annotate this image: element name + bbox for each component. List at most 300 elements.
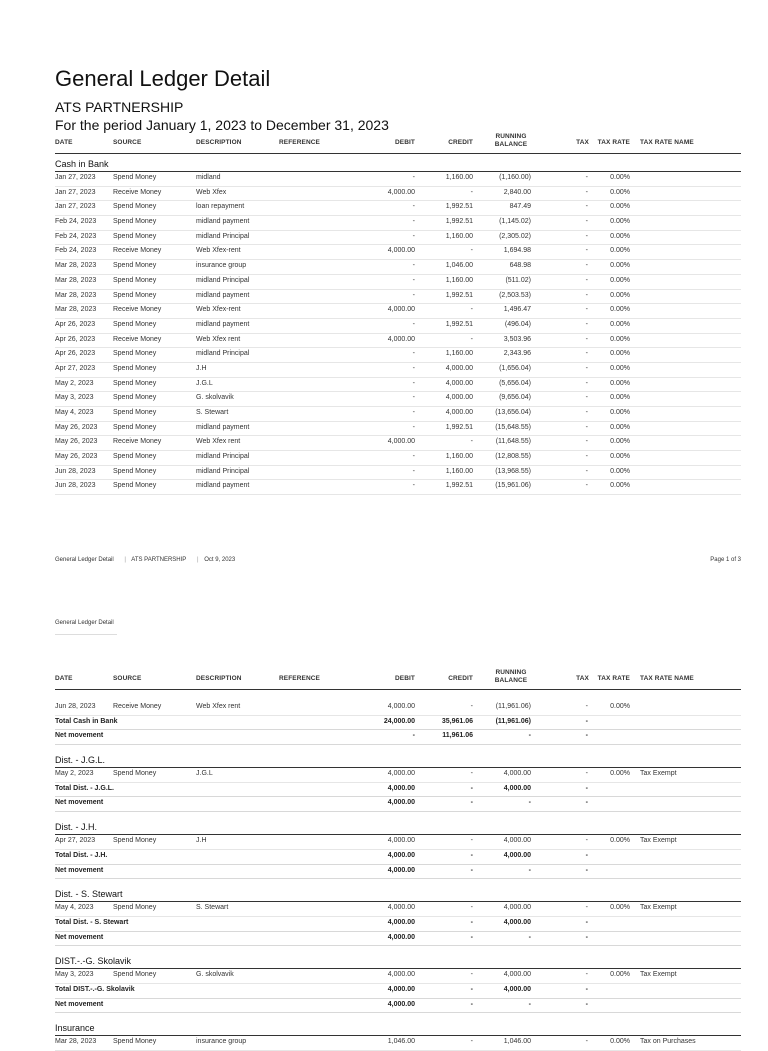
cell-tax-rate: 0.00% bbox=[610, 904, 630, 912]
cell-credit: - bbox=[470, 1000, 473, 1008]
footer-doc: General Ledger Detail bbox=[55, 557, 114, 563]
cell-running-balance: 4,000.00 bbox=[503, 837, 531, 845]
cell-date: Apr 27, 2023 bbox=[55, 837, 96, 845]
cell-date: May 4, 2023 bbox=[55, 904, 94, 912]
col-running-line2: BALANCE bbox=[494, 141, 528, 148]
cell-credit: - bbox=[470, 971, 473, 979]
cell-date: Apr 26, 2023 bbox=[55, 335, 96, 343]
cell-date: Jan 27, 2023 bbox=[55, 174, 96, 181]
cell-date: Jan 27, 2023 bbox=[55, 188, 96, 196]
cell-debit: 4,000.00 bbox=[387, 188, 415, 196]
cell-tax-rate: 0.00% bbox=[610, 394, 630, 402]
column-header-page2 bbox=[55, 669, 741, 690]
cell-tax: - bbox=[585, 423, 588, 431]
cell-date: Mar 28, 2023 bbox=[55, 1038, 97, 1046]
cell-debit: 4,000.00 bbox=[387, 904, 415, 912]
page-title: General Ledger Detail bbox=[55, 66, 271, 91]
cell-tax: - bbox=[585, 262, 588, 270]
cell-tax-rate-name: Tax on Purchases bbox=[640, 1038, 696, 1046]
cell-date: Total DIST.-.-G. Skolavik bbox=[55, 985, 135, 993]
cell-tax-rate: 0.00% bbox=[610, 482, 630, 490]
cell-running-balance: (13,968.55) bbox=[495, 467, 531, 475]
total-row bbox=[55, 865, 741, 880]
cell-source: Spend Money bbox=[113, 423, 157, 431]
cell-running-balance: (13,656.04) bbox=[495, 409, 531, 416]
cell-source: Receive Money bbox=[113, 438, 162, 446]
cell-running-balance: 4,000.00 bbox=[503, 784, 531, 792]
cell-debit: 24,000.00 bbox=[383, 717, 415, 725]
cell-tax: - bbox=[585, 335, 588, 343]
table-row bbox=[55, 701, 741, 716]
table-row bbox=[55, 245, 741, 260]
cell-tax: - bbox=[585, 918, 588, 926]
cell-tax: - bbox=[585, 482, 588, 490]
cell-description: G. skolvavik bbox=[196, 971, 234, 979]
col-date: DATE bbox=[55, 139, 73, 146]
cell-credit: 1,160.00 bbox=[445, 276, 473, 284]
cell-tax: - bbox=[585, 837, 588, 845]
cell-tax: - bbox=[585, 379, 588, 387]
cell-credit: - bbox=[470, 335, 473, 343]
cell-date: May 26, 2023 bbox=[55, 438, 98, 446]
col-description: DESCRIPTION bbox=[196, 139, 242, 146]
cell-tax: - bbox=[585, 784, 588, 792]
cell-source: Receive Money bbox=[113, 188, 162, 196]
cell-date: Feb 24, 2023 bbox=[55, 218, 97, 226]
cell-source: Spend Money bbox=[113, 350, 157, 358]
cell-credit: 35,961.06 bbox=[441, 717, 473, 725]
table-row bbox=[55, 451, 741, 466]
cell-date: May 3, 2023 bbox=[55, 971, 94, 979]
cell-running-balance: 4,000.00 bbox=[503, 904, 531, 912]
cell-debit: 4,000.00 bbox=[387, 866, 415, 874]
cell-tax: - bbox=[585, 866, 588, 874]
col-credit: CREDIT bbox=[448, 675, 473, 682]
section-title bbox=[55, 1019, 741, 1036]
cell-debit: 4,000.00 bbox=[387, 985, 415, 993]
cell-description: midland payment bbox=[196, 218, 250, 226]
cell-tax-rate: 0.00% bbox=[610, 320, 630, 328]
cell-date: Apr 27, 2023 bbox=[55, 364, 96, 372]
cell-debit: - bbox=[412, 409, 415, 416]
cell-credit: - bbox=[470, 770, 473, 778]
cell-tax: - bbox=[585, 203, 588, 211]
cell-debit: 4,000.00 bbox=[387, 306, 415, 314]
cell-tax: - bbox=[585, 467, 588, 475]
cell-credit: - bbox=[470, 918, 473, 926]
cell-running-balance: 4,000.00 bbox=[503, 770, 531, 778]
cell-date: Jun 28, 2023 bbox=[55, 467, 96, 475]
cell-running-balance: 4,000.00 bbox=[503, 971, 531, 979]
cell-tax: - bbox=[585, 291, 588, 299]
cell-description: J.H bbox=[196, 364, 207, 372]
total-row bbox=[55, 999, 741, 1014]
cell-tax: - bbox=[585, 971, 588, 979]
cell-credit: 11,961.06 bbox=[442, 732, 473, 740]
cell-credit: - bbox=[470, 1038, 473, 1046]
table-row bbox=[55, 187, 741, 202]
cell-credit: 1,160.00 bbox=[445, 350, 473, 358]
col-source: SOURCE bbox=[113, 675, 142, 682]
table-row bbox=[55, 216, 741, 231]
cell-running-balance: (1,656.04) bbox=[499, 364, 531, 372]
cell-source: Spend Money bbox=[113, 291, 157, 299]
cell-debit: - bbox=[412, 732, 415, 740]
cell-date: May 2, 2023 bbox=[55, 770, 94, 778]
section-title-text: Dist. - S. Stewart bbox=[55, 889, 123, 900]
cell-credit: 4,000.00 bbox=[445, 364, 473, 372]
cell-tax-rate: 0.00% bbox=[610, 364, 630, 372]
cell-tax: - bbox=[585, 320, 588, 328]
cell-tax: - bbox=[585, 276, 588, 284]
cell-debit: 4,000.00 bbox=[387, 335, 415, 343]
cell-tax: - bbox=[585, 453, 588, 461]
col-tax: TAX bbox=[576, 139, 589, 146]
table-row bbox=[55, 378, 741, 393]
cell-debit: - bbox=[412, 482, 415, 490]
cell-description: midland bbox=[196, 174, 221, 181]
cell-credit: 1,992.51 bbox=[445, 423, 473, 431]
page-footer bbox=[55, 557, 741, 563]
cell-tax: - bbox=[585, 218, 588, 226]
col-tax-rate-name: TAX RATE NAME bbox=[640, 139, 694, 146]
cell-date: Jun 28, 2023 bbox=[55, 703, 96, 710]
cell-source: Spend Money bbox=[113, 409, 157, 416]
cell-running-balance: (11,648.55) bbox=[495, 438, 531, 446]
table-row bbox=[55, 231, 741, 246]
cell-debit: - bbox=[412, 291, 415, 299]
col-tax-rate: TAX RATE bbox=[597, 139, 630, 146]
col-running-line2: BALANCE bbox=[494, 677, 528, 684]
cell-credit: 1,992.51 bbox=[445, 203, 473, 211]
cell-tax: - bbox=[585, 703, 588, 710]
cell-running-balance: (11,961.06) bbox=[495, 703, 531, 710]
cell-date: Mar 28, 2023 bbox=[55, 291, 97, 299]
cell-debit: - bbox=[412, 379, 415, 387]
cell-running-balance: (1,160.00) bbox=[499, 174, 531, 181]
cell-running-balance: 2,840.00 bbox=[503, 188, 531, 196]
cell-credit: 1,992.51 bbox=[445, 482, 473, 490]
cell-credit: - bbox=[470, 837, 473, 845]
total-row bbox=[55, 716, 741, 731]
cell-debit: 4,000.00 bbox=[387, 971, 415, 979]
footer-separator: | bbox=[124, 557, 126, 563]
cell-debit: 1,046.00 bbox=[387, 1038, 415, 1046]
table-row bbox=[55, 902, 741, 917]
cell-debit: 4,000.00 bbox=[387, 851, 415, 859]
cell-debit: 4,000.00 bbox=[387, 837, 415, 845]
cell-tax-rate: 0.00% bbox=[610, 247, 630, 255]
cell-description: G. skolvavik bbox=[196, 394, 234, 402]
cell-description: Web Xfex rent bbox=[196, 703, 241, 710]
cell-tax: - bbox=[585, 394, 588, 402]
table-row bbox=[55, 392, 741, 407]
cell-date: Net movement bbox=[55, 866, 104, 874]
cell-description: midland Principal bbox=[196, 453, 250, 461]
cell-source: Receive Money bbox=[113, 703, 162, 710]
total-row bbox=[55, 917, 741, 932]
cell-date: Jun 28, 2023 bbox=[55, 482, 96, 490]
cell-source: Spend Money bbox=[113, 482, 157, 490]
col-description: DESCRIPTION bbox=[196, 675, 242, 682]
ledger-page2 bbox=[55, 701, 741, 1051]
cell-debit: - bbox=[412, 232, 415, 240]
cell-running-balance: - bbox=[528, 799, 531, 807]
table-row bbox=[55, 969, 741, 984]
cell-tax: - bbox=[585, 409, 588, 416]
cell-credit: - bbox=[470, 306, 473, 314]
cell-tax: - bbox=[585, 933, 588, 941]
cell-debit: 4,000.00 bbox=[387, 770, 415, 778]
col-reference: REFERENCE bbox=[279, 139, 320, 146]
table-row bbox=[55, 304, 741, 319]
cell-credit: - bbox=[470, 933, 473, 941]
cell-running-balance: 4,000.00 bbox=[503, 918, 531, 926]
col-running-line1: RUNNING bbox=[495, 669, 527, 676]
cell-debit: - bbox=[412, 364, 415, 372]
cell-debit: - bbox=[412, 320, 415, 328]
cell-source: Spend Money bbox=[113, 1038, 157, 1046]
cell-source: Spend Money bbox=[113, 379, 157, 387]
section-title-text: Dist. - J.H. bbox=[55, 822, 97, 833]
cell-credit: - bbox=[470, 784, 473, 792]
section-title bbox=[55, 952, 741, 969]
cell-tax: - bbox=[585, 438, 588, 446]
footer-date: Oct 9, 2023 bbox=[204, 557, 236, 563]
cell-tax-rate-name: Tax Exempt bbox=[640, 904, 677, 912]
table-row bbox=[55, 466, 741, 481]
cell-running-balance: (15,961.06) bbox=[495, 482, 531, 490]
cell-tax-rate: 0.00% bbox=[610, 971, 630, 979]
col-credit: CREDIT bbox=[448, 139, 473, 146]
cell-source: Spend Money bbox=[113, 394, 157, 402]
total-row bbox=[55, 850, 741, 865]
cell-credit: - bbox=[470, 188, 473, 196]
cell-tax-rate: 0.00% bbox=[610, 232, 630, 240]
cell-date: May 2, 2023 bbox=[55, 379, 94, 387]
cell-running-balance: 648.98 bbox=[509, 262, 531, 270]
cell-debit: - bbox=[412, 218, 415, 226]
cell-running-balance: (511.02) bbox=[505, 276, 531, 284]
total-row bbox=[55, 730, 741, 745]
cell-credit: 1,992.51 bbox=[445, 320, 473, 328]
cell-tax: - bbox=[585, 306, 588, 314]
cell-source: Spend Money bbox=[113, 232, 157, 240]
cell-date: May 26, 2023 bbox=[55, 423, 98, 431]
cell-tax: - bbox=[585, 851, 588, 859]
cell-description: Web Xfex bbox=[196, 188, 227, 196]
cell-source: Spend Money bbox=[113, 770, 157, 778]
cell-tax-rate: 0.00% bbox=[610, 174, 630, 181]
cell-running-balance: (9,656.04) bbox=[499, 394, 531, 402]
cell-date: May 3, 2023 bbox=[55, 394, 94, 402]
col-running-balance bbox=[491, 669, 531, 685]
cell-running-balance: (11,961.06) bbox=[495, 717, 531, 725]
cell-description: midland Principal bbox=[196, 467, 250, 475]
cell-running-balance: 847.49 bbox=[509, 203, 531, 211]
cell-running-balance: (5,656.04) bbox=[499, 379, 531, 387]
cell-tax-rate-name: Tax Exempt bbox=[640, 971, 677, 979]
cell-debit: - bbox=[412, 203, 415, 211]
cell-tax-rate: 0.00% bbox=[610, 350, 630, 358]
cell-description: J.G.L bbox=[196, 770, 213, 778]
cell-date: Mar 28, 2023 bbox=[55, 262, 97, 270]
table-row bbox=[55, 290, 741, 305]
cell-running-balance: 1,496.47 bbox=[503, 306, 531, 314]
table-row bbox=[55, 172, 741, 187]
cell-credit: 4,000.00 bbox=[445, 409, 473, 416]
cell-description: J.H bbox=[196, 837, 207, 845]
cell-credit: - bbox=[470, 866, 473, 874]
cell-running-balance: (15,648.55) bbox=[495, 423, 531, 431]
total-row bbox=[55, 797, 741, 812]
cell-description: midland payment bbox=[196, 423, 250, 431]
cell-description: insurance group bbox=[196, 1038, 247, 1046]
cell-date: Net movement bbox=[55, 732, 104, 740]
cell-tax-rate: 0.00% bbox=[610, 335, 630, 343]
cell-running-balance: (496.04) bbox=[504, 320, 531, 328]
cell-tax-rate: 0.00% bbox=[610, 203, 630, 211]
cell-running-balance: 1,046.00 bbox=[503, 1038, 531, 1046]
table-row bbox=[55, 275, 741, 290]
cell-debit: 4,000.00 bbox=[387, 784, 415, 792]
cell-description: midland Principal bbox=[196, 276, 250, 284]
cell-tax: - bbox=[585, 717, 588, 725]
table-row bbox=[55, 422, 741, 437]
cell-date: Mar 28, 2023 bbox=[55, 276, 97, 284]
col-running-balance bbox=[491, 133, 531, 149]
cell-credit: 1,160.00 bbox=[445, 174, 473, 181]
cell-tax-rate: 0.00% bbox=[610, 306, 630, 314]
cell-source: Spend Money bbox=[113, 320, 157, 328]
cell-tax-rate: 0.00% bbox=[610, 770, 630, 778]
total-row bbox=[55, 984, 741, 999]
cell-description: S. Stewart bbox=[196, 409, 229, 416]
cell-debit: - bbox=[412, 467, 415, 475]
cell-running-balance: 1,694.98 bbox=[503, 247, 531, 255]
cell-source: Receive Money bbox=[113, 306, 162, 314]
section-title bbox=[55, 751, 741, 768]
cell-date: Total Dist. - S. Stewart bbox=[55, 918, 129, 926]
cell-debit: 4,000.00 bbox=[387, 799, 415, 807]
section-title-text: DIST.-.-G. Skolavik bbox=[55, 956, 132, 967]
cell-tax: - bbox=[585, 1000, 588, 1008]
cell-date: Jan 27, 2023 bbox=[55, 203, 96, 211]
cell-credit: 1,992.51 bbox=[445, 218, 473, 226]
col-date: DATE bbox=[55, 675, 73, 682]
cell-credit: 4,000.00 bbox=[445, 379, 473, 387]
col-tax-rate-name: TAX RATE NAME bbox=[640, 675, 694, 682]
cell-source: Spend Money bbox=[113, 203, 157, 211]
footer-page-number: Page 1 of 3 bbox=[710, 557, 741, 563]
cell-tax-rate: 0.00% bbox=[610, 703, 630, 710]
cell-credit: 1,160.00 bbox=[445, 453, 473, 461]
cell-description: loan repayment bbox=[196, 203, 245, 211]
cell-credit: - bbox=[470, 799, 473, 807]
cell-source: Receive Money bbox=[113, 247, 162, 255]
cell-credit: - bbox=[470, 985, 473, 993]
cell-tax-rate-name: Tax Exempt bbox=[640, 770, 677, 778]
page2-running-header: General Ledger Detail bbox=[55, 620, 117, 635]
col-debit: DEBIT bbox=[395, 675, 415, 682]
cell-running-balance: (2,305.02) bbox=[499, 232, 531, 240]
cell-date: Total Dist. - J.G.L. bbox=[55, 784, 114, 792]
cell-debit: 4,000.00 bbox=[387, 933, 415, 941]
table-row bbox=[55, 1036, 741, 1051]
cell-date: Mar 28, 2023 bbox=[55, 306, 97, 314]
cell-source: Spend Money bbox=[113, 837, 157, 845]
cell-tax: - bbox=[585, 904, 588, 912]
cell-running-balance: - bbox=[528, 1000, 531, 1008]
col-reference: REFERENCE bbox=[279, 675, 320, 682]
cell-date: Net movement bbox=[55, 933, 104, 941]
cell-description: midland Principal bbox=[196, 350, 250, 358]
cell-credit: 4,000.00 bbox=[445, 394, 473, 402]
table-row bbox=[55, 348, 741, 363]
cell-source: Spend Money bbox=[113, 218, 157, 226]
cell-debit: - bbox=[412, 350, 415, 358]
column-header-page1 bbox=[55, 133, 741, 154]
cell-description: Web Xfex-rent bbox=[196, 247, 241, 255]
cell-tax: - bbox=[585, 188, 588, 196]
cell-description: midland payment bbox=[196, 482, 250, 490]
cell-description: midland Principal bbox=[196, 232, 250, 240]
cell-tax: - bbox=[585, 232, 588, 240]
section-title: Cash in Bank bbox=[55, 155, 741, 172]
organization-name: ATS PARTNERSHIP bbox=[55, 99, 184, 115]
table-row bbox=[55, 407, 741, 422]
table-row bbox=[55, 480, 741, 495]
cell-source: Spend Money bbox=[113, 276, 157, 284]
cell-tax: - bbox=[585, 770, 588, 778]
table-row bbox=[55, 835, 741, 850]
cell-debit: 4,000.00 bbox=[387, 438, 415, 446]
cell-tax-rate: 0.00% bbox=[610, 276, 630, 284]
cell-source: Spend Money bbox=[113, 262, 157, 270]
cell-running-balance: (12,808.55) bbox=[495, 453, 531, 461]
report-period: For the period January 1, 2023 to December 31, 2023 bbox=[55, 117, 389, 133]
col-tax-rate: TAX RATE bbox=[597, 675, 630, 682]
cell-tax: - bbox=[585, 799, 588, 807]
cell-date: Total Cash in Bank bbox=[55, 717, 118, 725]
cell-date: Apr 26, 2023 bbox=[55, 350, 96, 358]
cell-tax: - bbox=[585, 732, 588, 740]
cell-debit: - bbox=[412, 276, 415, 284]
total-row bbox=[55, 783, 741, 798]
table-row bbox=[55, 436, 741, 451]
cell-description: midland payment bbox=[196, 291, 250, 299]
col-source: SOURCE bbox=[113, 139, 142, 146]
table-row bbox=[55, 334, 741, 349]
cell-tax: - bbox=[585, 364, 588, 372]
cell-description: Web Xfex rent bbox=[196, 335, 241, 343]
cell-source: Spend Money bbox=[113, 971, 157, 979]
table-row bbox=[55, 260, 741, 275]
cell-tax: - bbox=[585, 247, 588, 255]
cell-running-balance: 2,343.96 bbox=[503, 350, 531, 358]
cell-tax-rate: 0.00% bbox=[610, 409, 630, 416]
cell-tax-rate: 0.00% bbox=[610, 188, 630, 196]
cell-date: Total Dist. - J.H. bbox=[55, 851, 108, 859]
cell-source: Spend Money bbox=[113, 467, 157, 475]
cell-running-balance: - bbox=[528, 866, 531, 874]
cell-credit: - bbox=[470, 904, 473, 912]
cell-running-balance: (1,145.02) bbox=[499, 218, 531, 226]
cell-debit: - bbox=[412, 262, 415, 270]
cell-date: Net movement bbox=[55, 1000, 104, 1008]
footer-separator: | bbox=[196, 557, 199, 563]
cell-tax: - bbox=[585, 1038, 588, 1046]
